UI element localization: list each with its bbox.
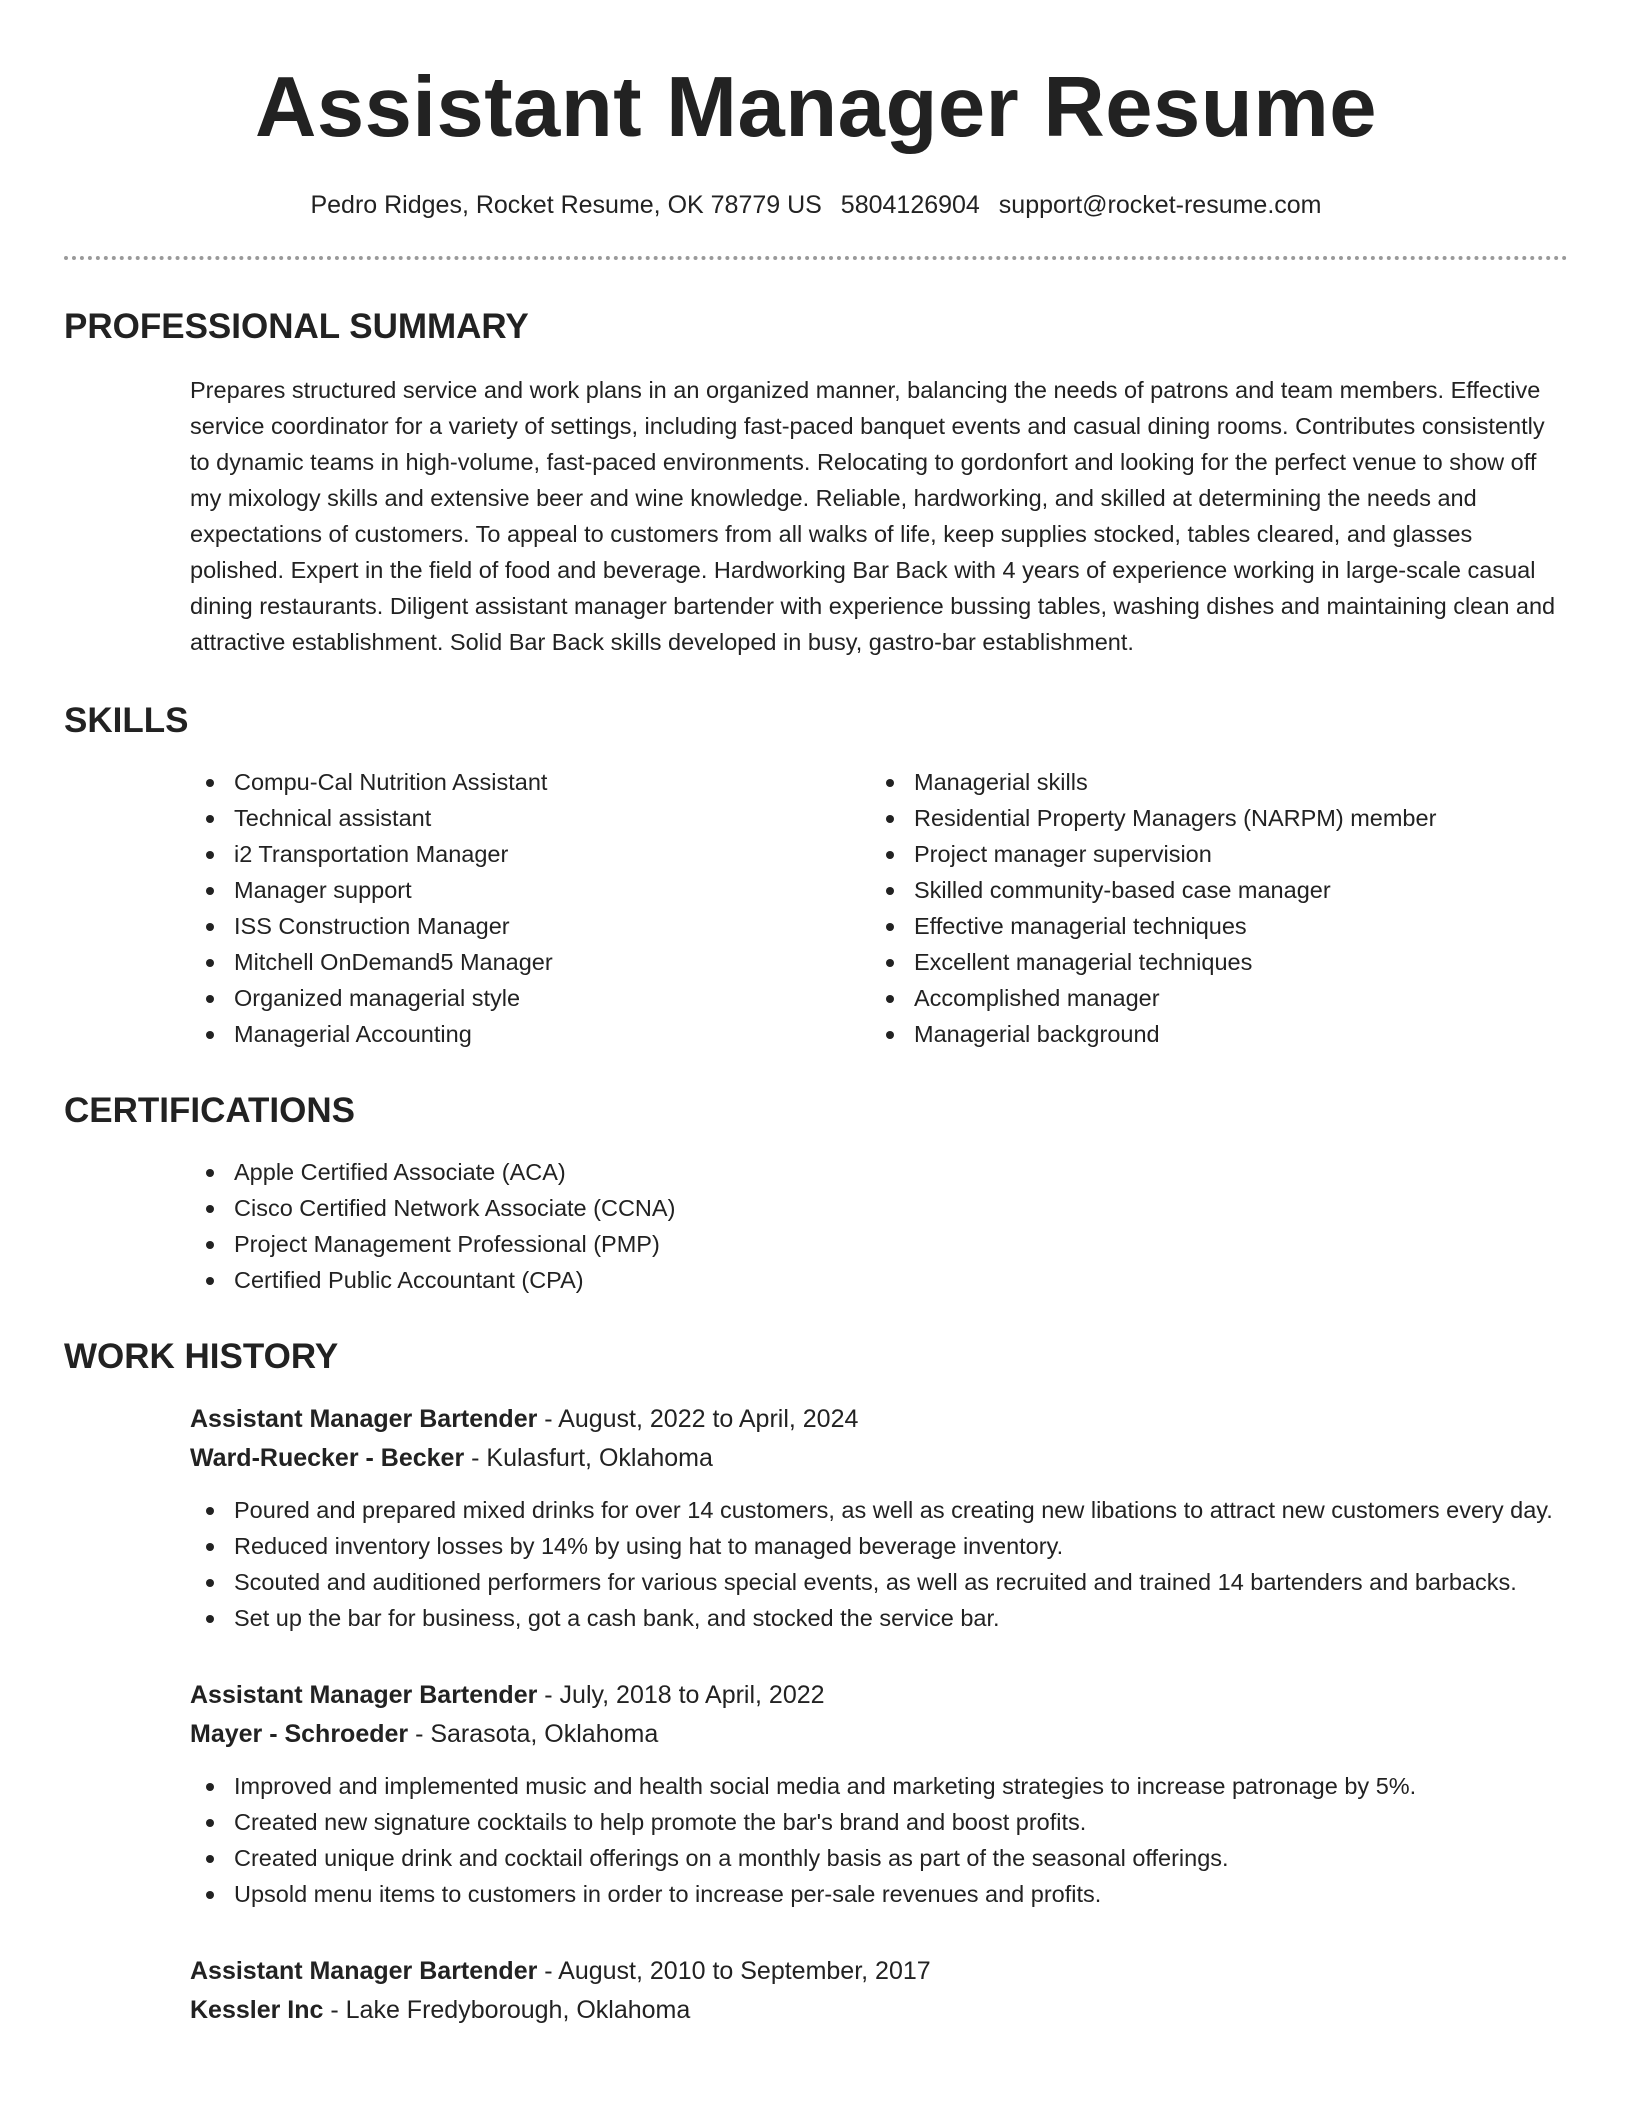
- list-item: Excellent managerial techniques: [870, 944, 1550, 980]
- list-item: Created new signature cocktails to help promote the bar's brand and boost profits.: [190, 1804, 1568, 1840]
- list-item: Mitchell OnDemand5 Manager: [190, 944, 870, 980]
- summary-section: [64, 306, 1568, 660]
- job-title: Assistant Manager Bartender: [190, 1681, 538, 1709]
- certifications-heading: CERTIFICATIONS: [64, 1091, 356, 1130]
- list-item: Managerial skills: [870, 764, 1550, 800]
- list-item: Project manager supervision: [870, 836, 1550, 872]
- work-history-section: [64, 1336, 1568, 2030]
- summary-heading: PROFESSIONAL SUMMARY: [64, 307, 529, 346]
- job-entry: [190, 1676, 1568, 1912]
- certifications-list: [190, 1154, 1568, 1298]
- resume-title: Assistant Manager Resume: [254, 60, 1378, 155]
- summary-text: Prepares structured service and work plans in an organized manner, balancing the needs of patrons and team members. Effective service coordinator for a variety of settings, including fast-paced banquet events and casual dining rooms. Contributes consistently to dynamic teams in high-volume, fast-paced environments. Relocating to gordonfort and looking for the perfect venue to show off my mixology skills and extensive beer and wine knowledge. Reliable, hardworking, and skilled at determining the needs and expectations of customers. To appeal to customers from all walks of life, keep supplies stocked, tables cleared, and glasses polished. Expert in the field of food and beverage. Hardworking Bar Back with 4 years of experience working in large-scale casual dining restaurants. Diligent assistant manager bartender with experience bussing tables, washing dishes and maintaining clean and attractive establishment. Solid Bar Back skills developed in busy, gastro-bar establishment.: [190, 377, 1556, 655]
- job-company-line: [190, 1439, 1568, 1478]
- list-item: i2 Transportation Manager: [190, 836, 870, 872]
- skills-grid: [190, 764, 1568, 1052]
- skills-list-left: [190, 764, 870, 1052]
- job-dates: - July, 2018 to April, 2022: [537, 1681, 825, 1709]
- contact-line: [64, 188, 1568, 222]
- skills-heading: SKILLS: [64, 701, 189, 740]
- list-item: Effective managerial techniques: [870, 908, 1550, 944]
- list-item: Certified Public Accountant (CPA): [190, 1262, 1568, 1298]
- list-item: Managerial Accounting: [190, 1016, 870, 1052]
- contact-phone: 5804126904: [840, 191, 980, 219]
- job-entry: [190, 1952, 1568, 2030]
- job-location: - Lake Fredyborough, Oklahoma: [323, 1996, 691, 2024]
- job-company-line: [190, 1715, 1568, 1754]
- job-company: Ward-Ruecker - Becker: [190, 1444, 465, 1472]
- contact-address: Pedro Ridges, Rocket Resume, OK 78779 US: [310, 191, 822, 219]
- list-item: Set up the bar for business, got a cash bank, and stocked the service bar.: [190, 1600, 1568, 1636]
- certifications-section: [64, 1090, 1568, 1298]
- job-entry: [190, 1400, 1568, 1636]
- job-dates: - August, 2022 to April, 2024: [537, 1405, 859, 1433]
- list-item: Created unique drink and cocktail offerings on a monthly basis as part of the seasonal offerings.: [190, 1840, 1568, 1876]
- list-item: ISS Construction Manager: [190, 908, 870, 944]
- list-item: Cisco Certified Network Associate (CCNA): [190, 1190, 1568, 1226]
- list-item: Residential Property Managers (NARPM) member: [870, 800, 1550, 836]
- job-company: Mayer - Schroeder: [190, 1720, 409, 1748]
- list-item: Upsold menu items to customers in order to increase per-sale revenues and profits.: [190, 1876, 1568, 1912]
- list-item: Accomplished manager: [870, 980, 1550, 1016]
- list-item: Poured and prepared mixed drinks for over 14 customers, as well as creating new libations to attract new customers every day.: [190, 1492, 1568, 1528]
- list-item: Scouted and auditioned performers for various special events, as well as recruited and trained 14 bartenders and barbacks.: [190, 1564, 1568, 1600]
- list-item: Improved and implemented music and health social media and marketing strategies to increase patronage by 5%.: [190, 1768, 1568, 1804]
- list-item: Organized managerial style: [190, 980, 870, 1016]
- list-item: Technical assistant: [190, 800, 870, 836]
- job-title: Assistant Manager Bartender: [190, 1957, 538, 1985]
- job-title-line: [190, 1676, 1568, 1715]
- job-title-line: [190, 1952, 1568, 1991]
- work-history-heading: WORK HISTORY: [64, 1337, 339, 1376]
- skills-section: [64, 700, 1568, 1052]
- list-item: Apple Certified Associate (ACA): [190, 1154, 1568, 1190]
- job-company-line: [190, 1991, 1568, 2030]
- skills-list-right: [870, 764, 1550, 1052]
- job-company: Kessler Inc: [190, 1996, 324, 2024]
- job-title-line: [190, 1400, 1568, 1439]
- list-item: Project Management Professional (PMP): [190, 1226, 1568, 1262]
- job-location: - Sarasota, Oklahoma: [408, 1720, 659, 1748]
- contact-email: support@rocket-resume.com: [998, 191, 1322, 219]
- header-divider: [64, 256, 1568, 260]
- job-bullets: [190, 1768, 1568, 1912]
- list-item: Reduced inventory losses by 14% by using hat to managed beverage inventory.: [190, 1528, 1568, 1564]
- job-title: Assistant Manager Bartender: [190, 1405, 538, 1433]
- list-item: Compu-Cal Nutrition Assistant: [190, 764, 870, 800]
- list-item: Manager support: [190, 872, 870, 908]
- job-location: - Kulasfurt, Oklahoma: [464, 1444, 713, 1472]
- job-bullets: [190, 1492, 1568, 1636]
- list-item: Skilled community-based case manager: [870, 872, 1550, 908]
- list-item: Managerial background: [870, 1016, 1550, 1052]
- job-dates: - August, 2010 to September, 2017: [537, 1957, 931, 1985]
